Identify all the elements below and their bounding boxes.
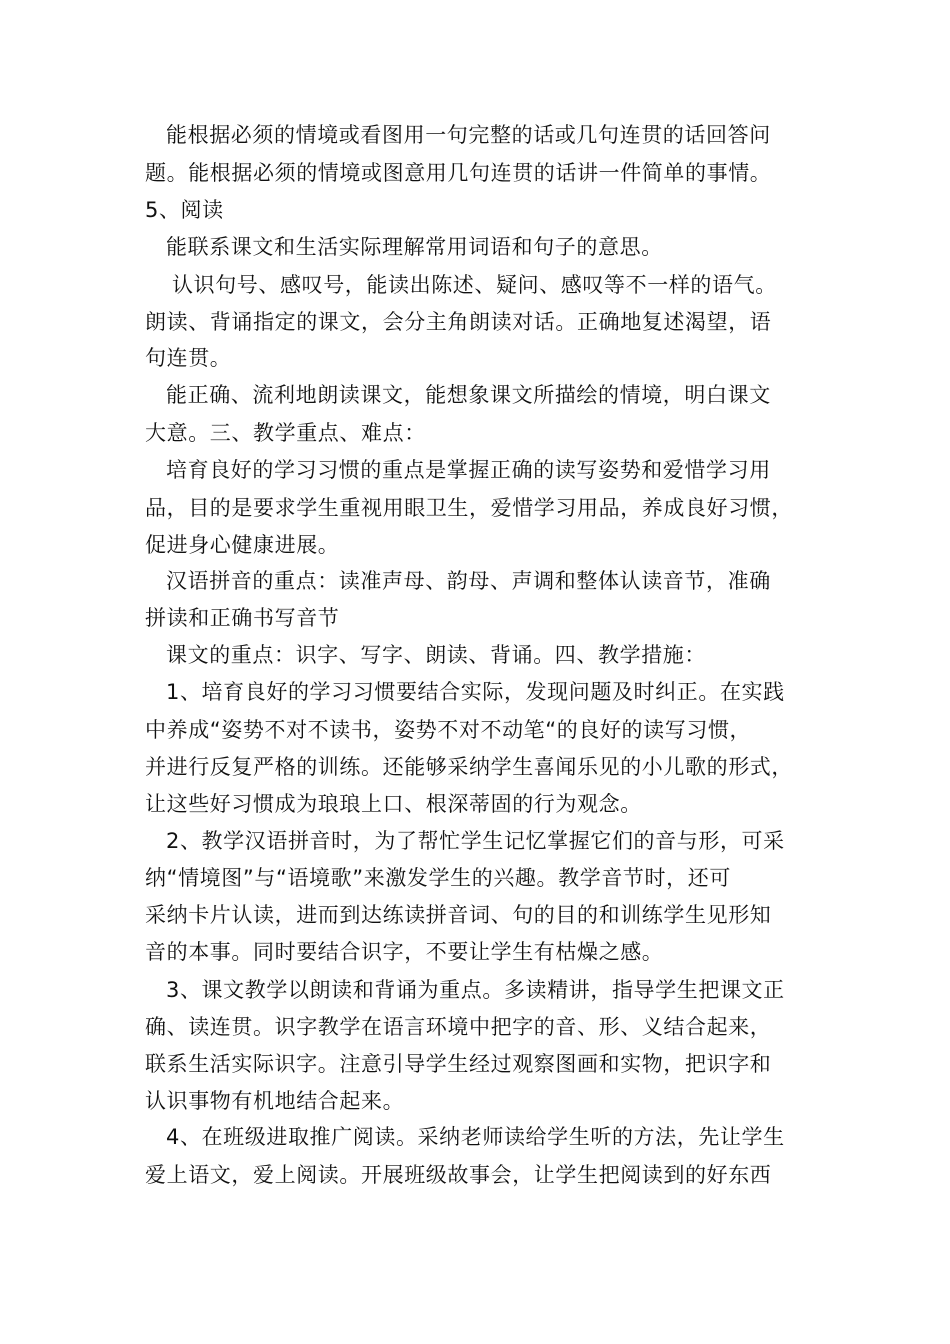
text-line-17: 中养成“姿势不对不读书，姿势不对不动笔“的良好的读写习惯，: [145, 718, 752, 742]
text-line-21: 纳“情境图”与“语境歌”来激发学生的兴趣。教学音节时，还可: [145, 866, 731, 890]
text-line-19: 让这些好习惯成为琅琅上口、根深蒂固的行为观念。: [145, 792, 642, 816]
text-line-18: 并进行反复严格的训练。还能够采纳学生喜闻乐见的小儿歌的形式，: [145, 755, 793, 779]
text-line-23: 音的本事。同时要结合识字，不要让学生有枯燥之感。: [145, 940, 664, 964]
text-line-8: 能正确、流利地朗读课文，能想象课文所描绘的情境，明白课文: [166, 383, 771, 407]
text-line-16: 1、培育良好的学习习惯要结合实际，发现问题及时纠正。在实践: [166, 680, 785, 704]
text-line-27: 认识事物有机地结合起来。: [145, 1089, 405, 1113]
text-line-4: 能联系课文和生活实际理解常用词语和句子的意思。: [166, 235, 663, 259]
text-line-6: 朗读、背诵指定的课文，会分主角朗读对话。正确地复述渴望，语: [145, 310, 772, 334]
text-line-15: 课文的重点：识字、写字、朗读、背诵。四、教学措施：: [166, 643, 706, 667]
text-line-1: 能根据必须的情境或看图用一句完整的话或几句连贯的话回答问: [166, 123, 771, 147]
text-line-3: 5、阅读: [145, 198, 224, 222]
text-line-20: 2、教学汉语拼音时，为了帮忙学生记忆掌握它们的音与形，可采: [166, 829, 785, 853]
text-line-22: 采纳卡片认读，进而到达练读拼音词、句的目的和训练学生见形知: [145, 903, 772, 927]
text-line-29: 爱上语文，爱上阅读。开展班级故事会，让学生把阅读到的好东西: [145, 1163, 772, 1187]
text-line-28: 4、在班级进取推广阅读。采纳老师读给学生听的方法，先让学生: [166, 1125, 785, 1149]
text-line-14: 拼读和正确书写音节: [145, 606, 340, 630]
text-line-7: 句连贯。: [145, 346, 232, 370]
text-line-2: 题。能根据必须的情境或图意用几句连贯的话讲一件简单的事情。: [145, 161, 772, 185]
text-line-25: 确、读连贯。识字教学在语言环境中把字的音、形、义结合起来，: [145, 1015, 772, 1039]
text-line-12: 促进身心健康进展。: [145, 533, 340, 557]
text-line-13: 汉语拼音的重点：读准声母、韵母、声调和整体认读音节，准确: [166, 569, 771, 593]
text-line-11: 品，目的是要求学生重视用眼卫生，爱惜学习用品，养成良好习惯，: [145, 496, 793, 520]
text-line-26: 联系生活实际识字。注意引导学生经过观察图画和实物，把识字和: [145, 1052, 772, 1076]
text-line-9: 大意。三、教学重点、难点：: [145, 421, 426, 445]
text-line-5: 认识句号、感叹号，能读出陈述、疑问、感叹等不一样的语气。: [172, 273, 777, 297]
text-line-24: 3、课文教学以朗读和背诵为重点。多读精讲，指导学生把课文正: [166, 978, 785, 1002]
text-line-10: 培育良好的学习习惯的重点是掌握正确的读写姿势和爱惜学习用: [166, 458, 771, 482]
